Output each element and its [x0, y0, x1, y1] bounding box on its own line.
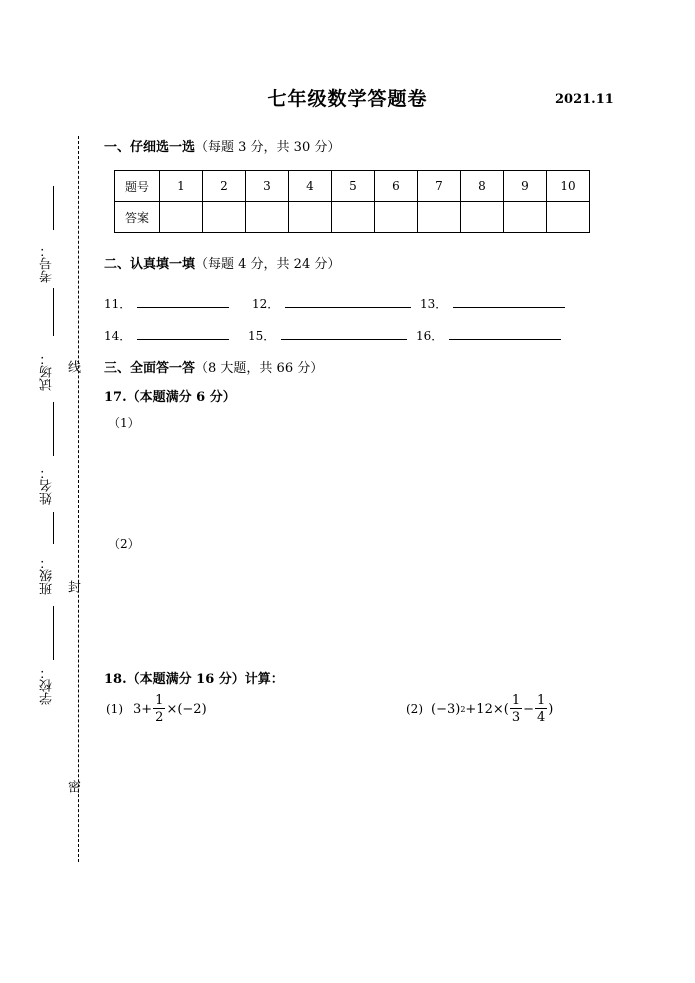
section2-heading [104, 253, 340, 272]
blank-16 [416, 327, 561, 344]
q17-part2-label: （2） [108, 537, 140, 551]
blank-15 [248, 327, 407, 344]
section3-note: （8 大题，共 66 分） [195, 361, 324, 376]
answer-cell[interactable] [289, 202, 332, 233]
q-number: 10 [547, 171, 590, 202]
q17-title: 17.（本题满分 6 分） [104, 390, 236, 405]
q18-part2-label: (2) [406, 702, 423, 716]
q18-part1-lead: 3+ [133, 701, 153, 717]
q-number: 6 [375, 171, 418, 202]
numerator: 1 [537, 693, 546, 708]
section1-heading [104, 136, 340, 155]
room-label: 试场： [40, 352, 55, 391]
section1-note: （每题 3 分，共 30 分） [195, 140, 341, 155]
numerator: 1 [155, 693, 164, 708]
table-row-numbers [115, 171, 590, 202]
section3-heading [104, 357, 323, 376]
answer-cell[interactable] [246, 202, 289, 233]
answer-cell[interactable] [332, 202, 375, 233]
q-number: 8 [461, 171, 504, 202]
blank-number: 13． [420, 297, 448, 311]
q-number: 7 [418, 171, 461, 202]
binding-dashed-line [78, 136, 79, 862]
page-title: 七年级数学答题卷 [267, 88, 428, 110]
exam-no-line[interactable] [53, 186, 54, 230]
table-row-answers [115, 202, 590, 233]
seal-seal-char: 封 [65, 580, 80, 593]
row-label-number: 题号 [115, 171, 160, 202]
answer-line[interactable] [449, 329, 561, 340]
fraction [510, 694, 522, 724]
blank-11 [104, 295, 229, 312]
class-line[interactable] [53, 512, 54, 544]
row-label-answer: 答案 [115, 202, 160, 233]
name-line[interactable] [53, 402, 54, 456]
q17-part1-label: （1） [108, 416, 140, 430]
class-label: 班级： [40, 556, 55, 595]
answer-cell[interactable] [375, 202, 418, 233]
fraction [153, 694, 165, 724]
q-number: 4 [289, 171, 332, 202]
exam-no-label: 考号： [40, 244, 55, 283]
blank-number: 11． [104, 297, 132, 311]
denominator: 3 [511, 710, 521, 725]
q-number: 9 [504, 171, 547, 202]
seal-line-char: 线 [65, 360, 80, 373]
blank-number: 15． [248, 329, 276, 343]
room-line[interactable] [53, 288, 54, 336]
q18-part2-mid: +12×( [465, 701, 509, 717]
section1-title: 一、仔细选一选 [104, 140, 196, 155]
blank-12 [252, 295, 411, 312]
q18-part2-expression [406, 694, 553, 724]
blank-14 [104, 327, 229, 344]
section2-note: （每题 4 分，共 24 分） [195, 257, 341, 272]
answer-cell[interactable] [461, 202, 504, 233]
q-number: 1 [160, 171, 203, 202]
fraction [535, 694, 547, 724]
answer-cell[interactable] [504, 202, 547, 233]
q18-title: 18.（本题满分 16 分）计算： [104, 672, 284, 687]
q18-part2-close: ) [548, 701, 554, 717]
answer-cell[interactable] [418, 202, 461, 233]
school-line[interactable] [53, 606, 54, 660]
answer-line[interactable] [453, 297, 565, 308]
minus-sign: − [523, 701, 534, 717]
denominator: 4 [537, 710, 546, 725]
name-label: 姓名： [40, 466, 55, 505]
answer-cell[interactable] [203, 202, 246, 233]
answer-line[interactable] [285, 297, 411, 308]
answer-table [114, 170, 590, 233]
denominator: 2 [155, 710, 164, 725]
q-number: 5 [332, 171, 375, 202]
section3-title: 三、全面答一答 [104, 361, 196, 376]
answer-cell[interactable] [160, 202, 203, 233]
school-label: 学校： [40, 666, 55, 705]
blank-number: 14． [104, 329, 132, 343]
q18-part1-tail: ×(−2) [166, 701, 207, 717]
seal-secret-char: 密 [65, 780, 80, 793]
q18-part1-label: (1) [106, 702, 123, 716]
blank-number: 12． [252, 297, 280, 311]
answer-line[interactable] [137, 297, 229, 308]
answer-line[interactable] [137, 329, 229, 340]
numerator: 1 [511, 693, 521, 708]
answer-line[interactable] [281, 329, 407, 340]
answer-cell[interactable] [547, 202, 590, 233]
q18-part2-lead: (−3) [431, 701, 461, 717]
blank-number: 16． [416, 329, 444, 343]
exam-date: 2021.11 [555, 92, 614, 107]
section2-title: 二、认真填一填 [104, 257, 196, 272]
exponent: 2 [460, 704, 466, 714]
q-number: 2 [203, 171, 246, 202]
blank-13 [420, 295, 565, 312]
q18-part1-expression [106, 694, 207, 724]
q-number: 3 [246, 171, 289, 202]
